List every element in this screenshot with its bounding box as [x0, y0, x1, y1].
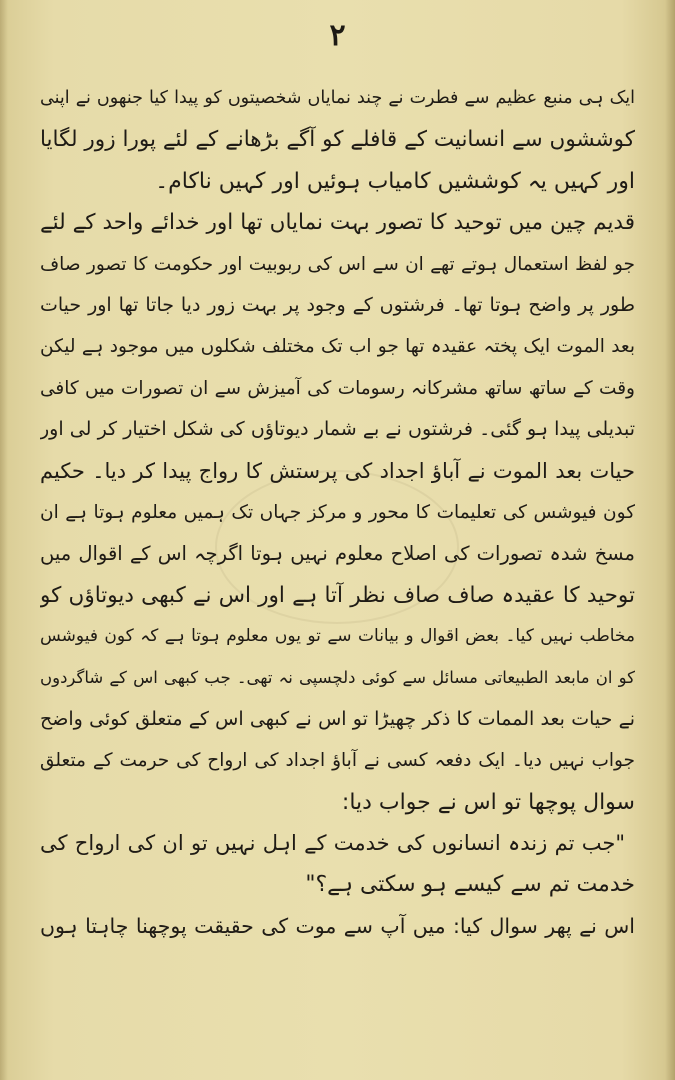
page-right-shadow [665, 0, 675, 1080]
page-number: ۲ [329, 18, 346, 53]
text-line: ایک ہی منبع عظیم سے فطرت نے چند نمایاں شخصیتوں کو پیدا کیا جنھوں نے اپنی [40, 88, 635, 108]
text-line: توحید کا عقیدہ صاف صاف نظر آتا ہے اور اس نے کبھی دیوتاؤں کو [40, 582, 635, 608]
text-line: حیات بعد الموت نے آباؤ اجداد کی پرستش کا رواج پیدا کر دیا۔ حکیم [40, 458, 635, 483]
text-line: مسخ شدہ تصورات کی اصلاح معلوم نہیں ہوتا اگرچہ اس کے اقوال میں [40, 542, 635, 566]
text-line: اور کہیں یہ کوششیں کامیاب ہوئیں اور کہیں ناکام۔ [155, 168, 635, 194]
text-line: جواب نہیں دیا۔ ایک دفعہ کسی نے آباؤ اجداد کی ارواح کی حرمت کے متعلق [40, 750, 635, 772]
text-line: قدیم چین میں توحید کا تصور بہت نمایاں تھا اور خدائے واحد کے لئے [40, 210, 635, 236]
text-line: طور پر واضح ہوتا تھا۔ فرشتوں کے وجود پر بہت زور دیا جاتا تھا اور حیات [40, 293, 635, 316]
text-line: کون فیوشس کی تعلیمات کا محور و مرکز جہاں تک ہمیں معلوم ہوتا ہے ان [40, 501, 635, 523]
text-line: نے حیات بعد الممات کا ذکر چھیڑا تو اس نے کبھی اس کے متعلق کوئی واضح [40, 707, 635, 730]
text-line: اس نے پھر سوال کیا: میں آپ سے موت کی حقیقت پوچھنا چاہتا ہوں [40, 913, 635, 938]
text-line: بعد الموت ایک پختہ عقیدہ تھا جو اب تک مختلف شکلوں میں موجود ہے لیکن [40, 336, 635, 358]
body-text [40, 78, 635, 947]
text-line: مخاطب نہیں کیا۔ بعض اقوال و بیانات سے تو یوں معلوم ہوتا ہے کہ کون فیوشس [40, 626, 635, 647]
text-line: جو لفظ استعمال ہوتے تھے ان سے اس کی ربوبیت اور حکومت کا تصور صاف [40, 253, 635, 275]
text-line: وقت کے ساتھ ساتھ مشرکانہ رسومات کی آمیزش سے ان تصورات میں کافی [40, 377, 635, 399]
text-line: کوششوں سے انسانیت کے قافلے کو آگے بڑھانے کے لئے پورا زور لگایا [40, 127, 635, 153]
text-line: سوال پوچھا تو اس نے جواب دیا: [341, 789, 635, 815]
quote-line: خدمت تم سے کیسے ہو سکتی ہے؟" [305, 872, 635, 898]
text-line: کو ان مابعد الطبیعاتی مسائل سے کوئی دلچسپی نہ تھی۔ جب کبھی اس کے شاگردوں [40, 668, 635, 688]
text-line: تبدیلی پیدا ہو گئی۔ فرشتوں نے بے شمار دیوتاؤں کی شکل اختیار کر لی اور [40, 418, 635, 441]
page-left-shadow [0, 0, 8, 1080]
quote-line: "جب تم زندہ انسانوں کی خدمت کے اہل نہیں تو ان کی ارواح کی [40, 831, 625, 856]
